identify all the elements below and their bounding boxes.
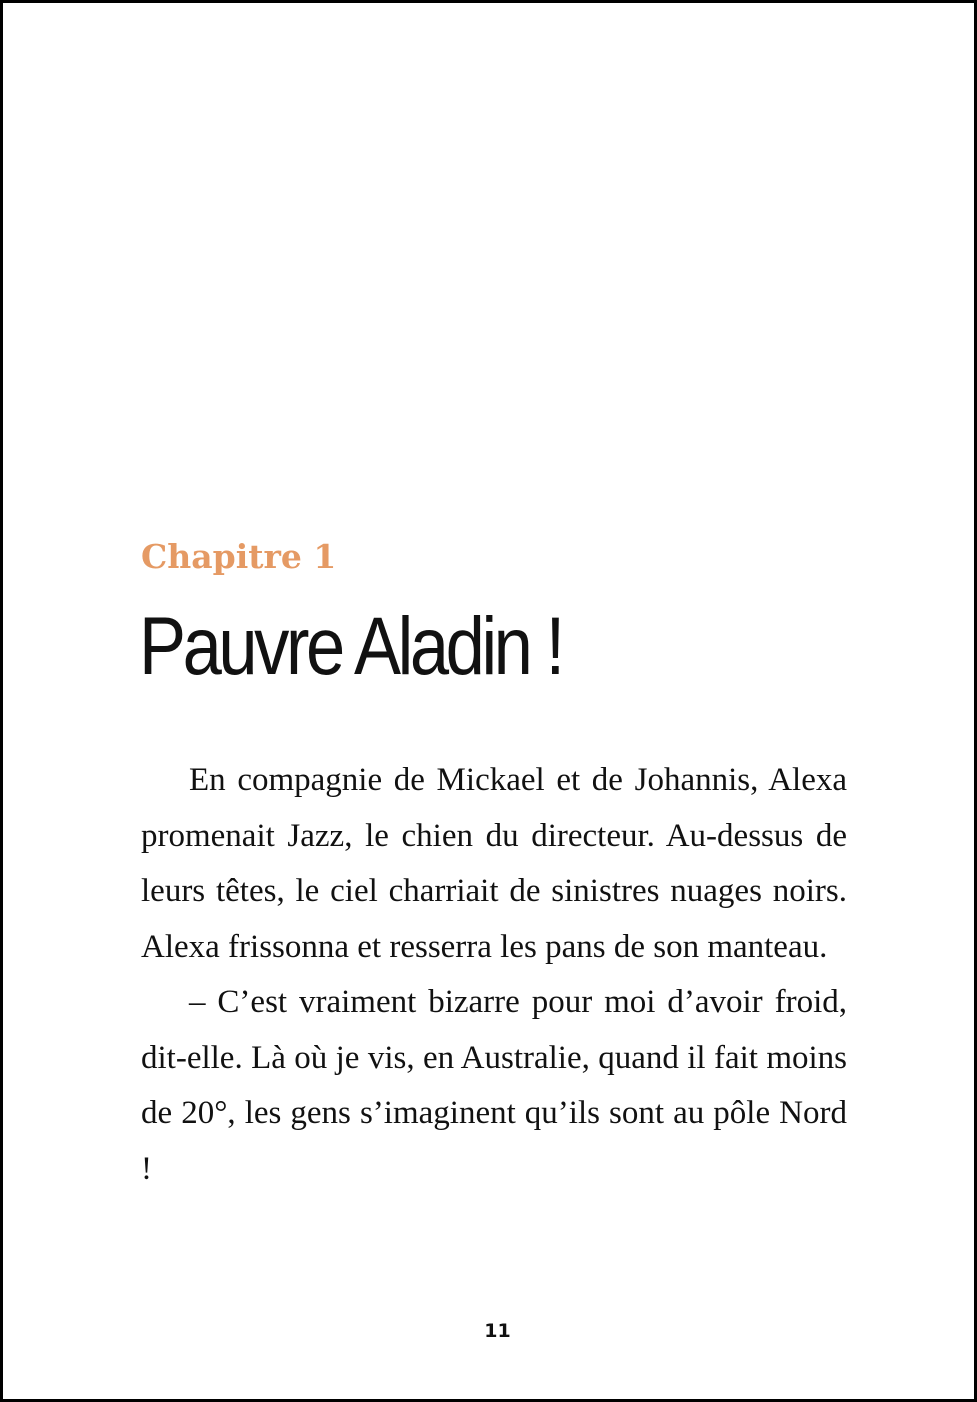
paragraph: En compagnie de Mickael et de Johannis, Alexa promenait Jazz, le chien du directeur. Au-dessus de leurs têtes, le ciel charriait de sinistres nuages noirs. Alexa frissonna et resserra les pans de son manteau. <box>141 762 847 965</box>
paragraph: – C’est vraiment bizarre pour moi d’avoir froid, dit-elle. Là où je vis, en Australie, quand il fait moins de 20°, les gens s’imaginent qu’ils sont au pôle Nord ! <box>141 984 847 1187</box>
page-number: 11 <box>484 1320 511 1342</box>
chapter-body <box>141 753 847 1197</box>
chapter-label: Chapitre 1 <box>141 537 337 576</box>
chapter-title: Pauvre Aladin ! <box>139 601 562 692</box>
